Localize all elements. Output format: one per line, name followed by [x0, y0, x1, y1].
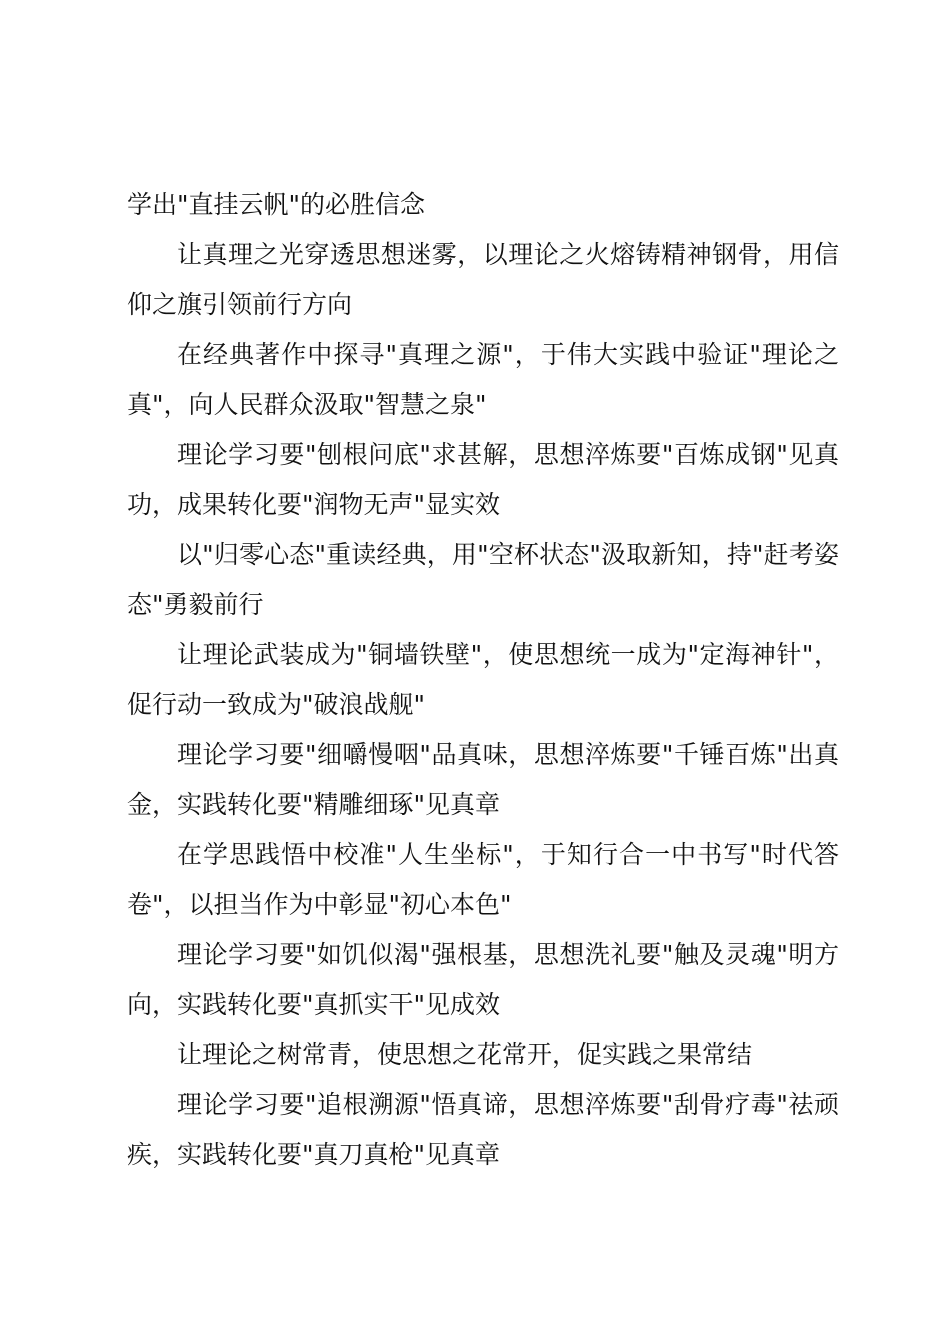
paragraph: 让真理之光穿透思想迷雾，以理论之火熔铸精神钢骨，用信仰之旗引领前行方向: [127, 240, 839, 319]
paragraph: 让理论武装成为"铜墙铁壁"，使思想统一成为"定海神针"，促行动一致成为"破浪战舰": [127, 640, 839, 719]
paragraph: 在经典著作中探寻"真理之源"，于伟大实践中验证"理论之真"，向人民群众汲取"智慧之泉": [127, 340, 839, 419]
paragraph: 让理论之树常青，使思想之花常开，促实践之果常结: [177, 1040, 753, 1069]
paragraph: 理论学习要"细嚼慢咽"品真味，思想淬炼要"千锤百炼"出真金，实践转化要"精雕细琢"见真章: [127, 740, 839, 819]
paragraph: 理论学习要"刨根问底"求甚解，思想淬炼要"百炼成钢"见真功，成果转化要"润物无声"显实效: [127, 440, 839, 519]
paragraph: 理论学习要"追根溯源"悟真谛，思想淬炼要"刮骨疗毒"祛顽疾，实践转化要"真刀真枪"见真章: [127, 1090, 839, 1169]
document-body: [127, 180, 839, 1180]
paragraph: 以"归零心态"重读经典，用"空杯状态"汲取新知，持"赶考姿态"勇毅前行: [127, 540, 839, 619]
paragraph-continuation: 学出"直挂云帆"的必胜信念: [127, 190, 425, 219]
paragraph: 在学思践悟中校准"人生坐标"，于知行合一中书写"时代答卷"，以担当作为中彰显"初心本色": [127, 840, 839, 919]
paragraph: 理论学习要"如饥似渴"强根基，思想洗礼要"触及灵魂"明方向，实践转化要"真抓实干"见成效: [127, 940, 839, 1019]
